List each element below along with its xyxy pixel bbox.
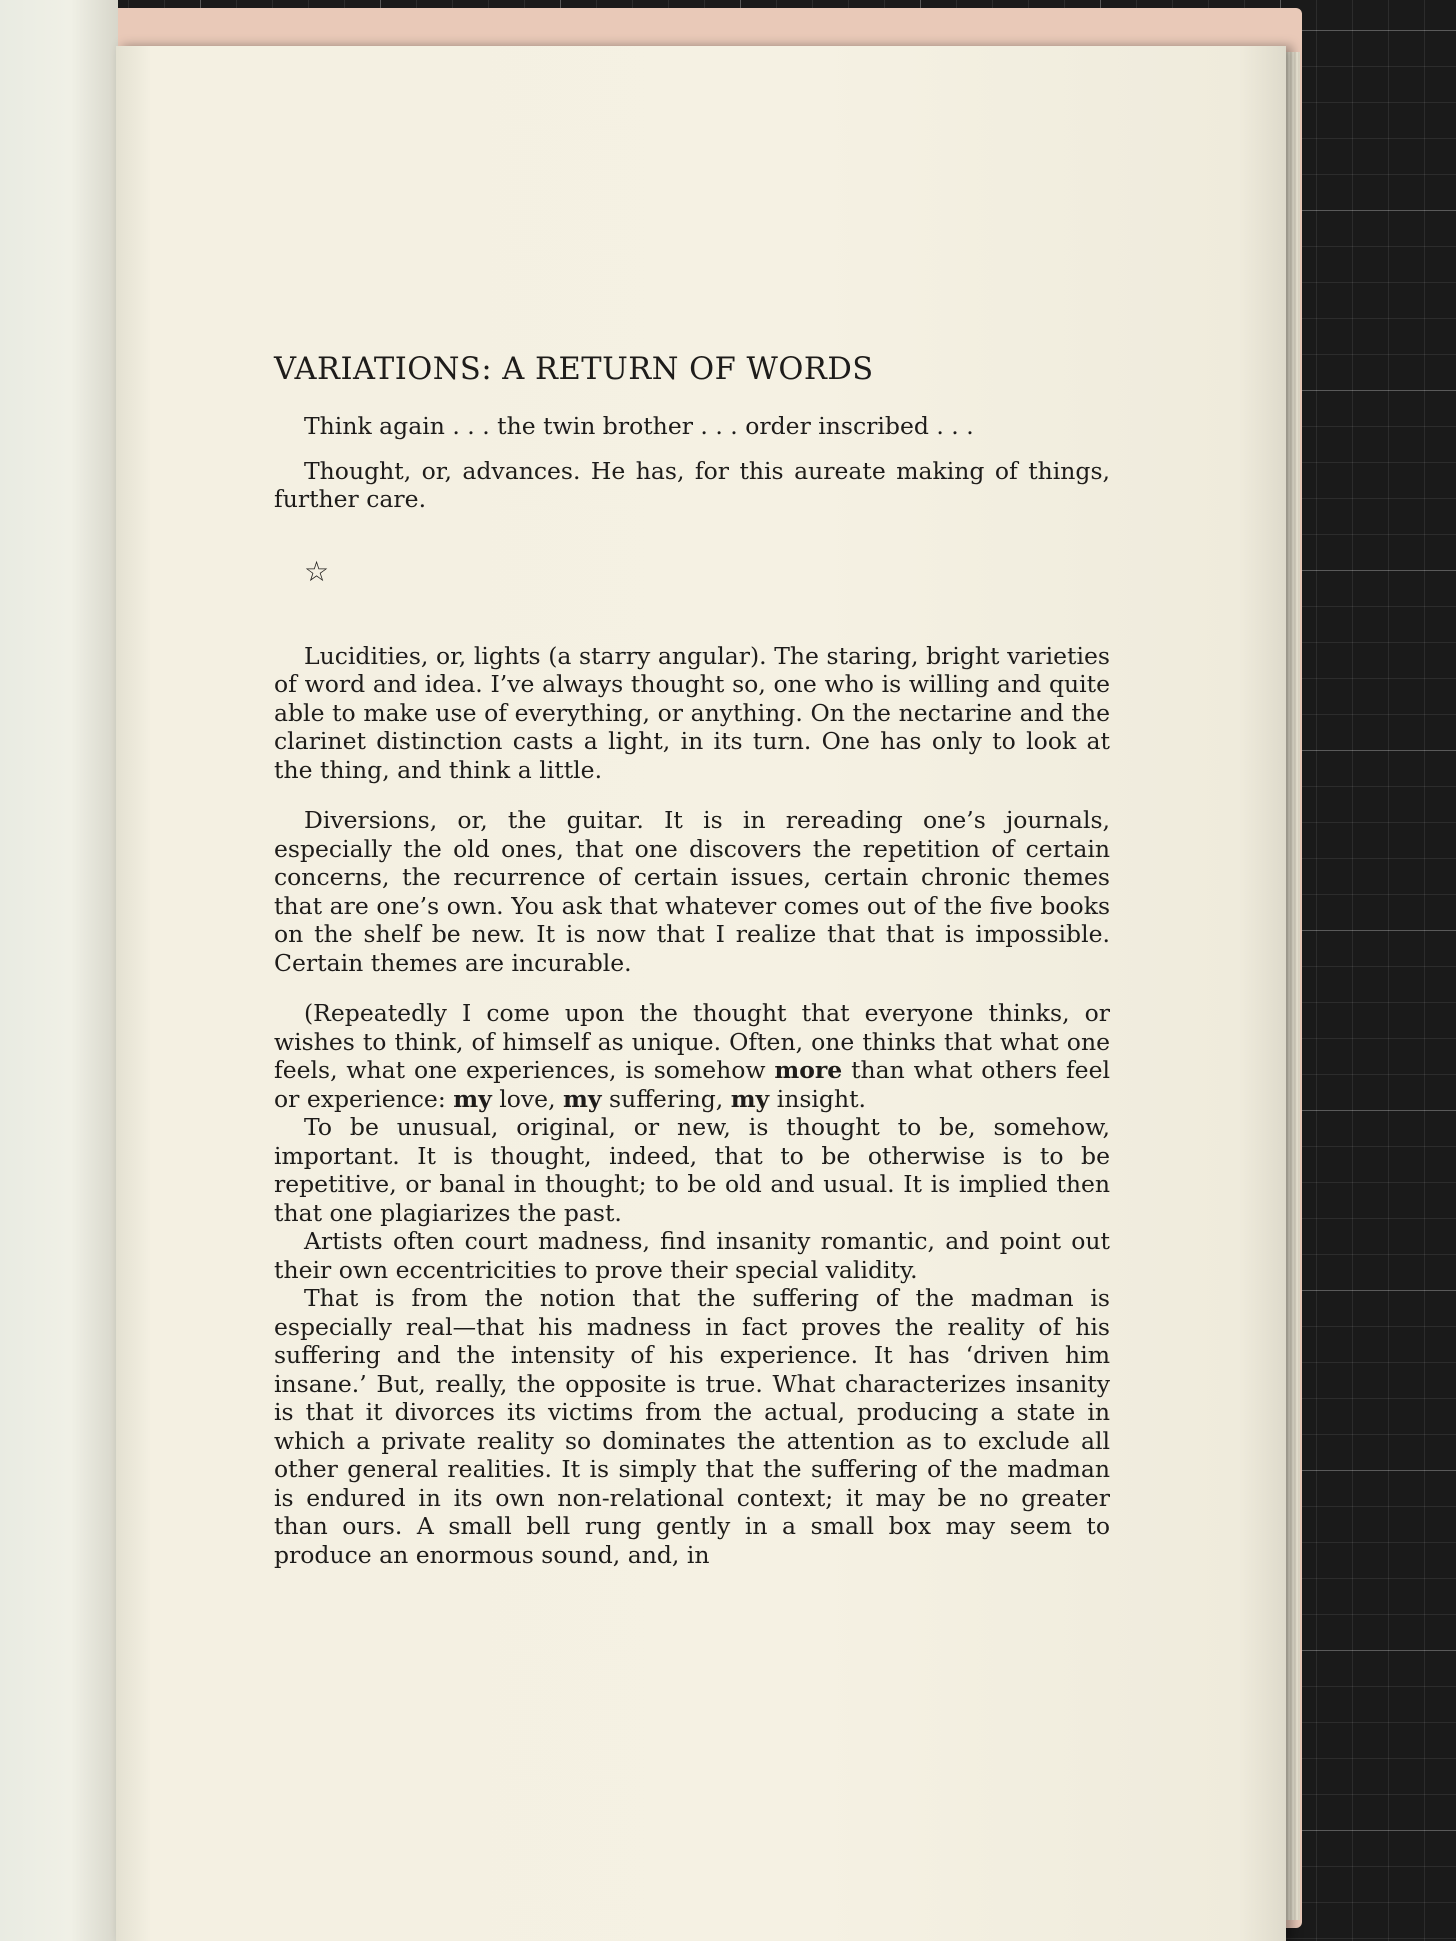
emphasis-my: my (453, 1084, 492, 1113)
page-stack-edge (1284, 52, 1300, 1920)
text-segment: suffering, (601, 1084, 731, 1113)
text-segment: than what others feel or experience: (274, 1056, 1110, 1113)
star-icon: ☆ (304, 554, 330, 588)
emphasis-more: more (774, 1056, 843, 1084)
paragraph-artists: Artists often court madness, find insanity romantic, and point out their own eccentricities to prove their special validity. (274, 1227, 1110, 1284)
text-segment: insight. (769, 1084, 867, 1113)
text-segment: (Repeatedly I come upon the thought that everyone thinks, or wishes to think, of himself as unique. Often, one thinks that what one feels, what one experiences, is somehow (274, 999, 1110, 1084)
paragraph-lucidities: Lucidities, or, lights (a starry angular). The staring, bright varieties of word and idea. I’ve always thought so, one who is willing and quite able to make use of everything, or anything. On the nectarine and the clarinet distinction casts a light, in its turn. One has only to look at the thing, and think a little. (274, 641, 1110, 784)
paragraph-thought-advances: Thought, or, advances. He has, for this aureate making of things, further care. (274, 456, 1110, 513)
paragraph-repeatedly (274, 999, 1110, 1113)
emphasis-my: my (563, 1084, 602, 1113)
page-text (274, 350, 1110, 1569)
page-title: VARIATIONS: A RETURN OF WORDS (274, 352, 874, 387)
text-segment: love, (491, 1084, 564, 1113)
paragraph-think-again: Think again . . . the twin brother . . . order inscribed . . . (304, 412, 974, 440)
paragraph-diversions: Diversions, or, the guitar. It is in rereading one’s journals, especially the old ones, that one discovers the repetition of certain concerns, the recurrence of certain issues, certain chronic themes that are one’s own. You ask that whatever comes out of the five books on the shelf be new. It is now that I realize that that is impossible. Certain themes are incurable. (274, 806, 1110, 977)
emphasis-my: my (730, 1084, 770, 1113)
paragraph-madman: That is from the notion that the suffering of the madman is especially real—that his madness in fact proves the reality of his suffering and the intensity of his experience. It has ‘driven him insane.’ But, really, the opposite is true. What characterizes insanity is that it divorces its victims from the actual, producing a state in which a private reality so dominates the attention as to exclude all other general realities. It is simply that the suffering of the madman is endured in its own non-relational context; it may be no greater than ours. A small bell rung gently in a small box may seem to produce an enormous sound, and, in (274, 1284, 1110, 1569)
paragraph-unusual: To be unusual, original, or new, is thought to be, somehow, important. It is thought, indeed, that to be otherwise is to be repetitive, or banal in thought; to be old and usual. It is implied then that one plagiarizes the past. (274, 1113, 1110, 1227)
left-page-edge (0, 0, 118, 1941)
